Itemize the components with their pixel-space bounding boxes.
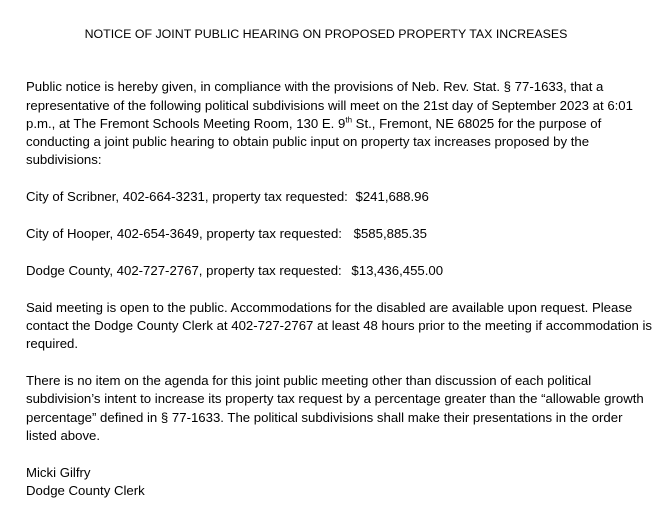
subdivision-amount: $241,688.96: [355, 189, 429, 205]
signature-name: Micki Gilfry: [26, 464, 91, 480]
intro-text-part1: Public notice is hereby given, in compliance with the provisions of Neb. Rev. Stat. § 77-1633, that a representative of the following political subdivisions will meet on the 21st day of September 2023 at 6:01 p.m., at The Fremont Schools Meeting Room, 130 E. 9: [26, 79, 633, 131]
notice-document: [26, 25, 656, 500]
intro-paragraph: [26, 78, 656, 169]
subdivision-label: Dodge County, 402-727-2767, property tax requested:: [26, 262, 342, 278]
subdivision-amount: $585,885.35: [353, 226, 427, 242]
intro-superscript: th: [345, 115, 353, 125]
subdivision-label: City of Hooper, 402-654-3649, property tax requested:: [26, 226, 342, 242]
subdivision-item-scribner: [26, 188, 656, 206]
signature-block: [26, 464, 656, 501]
notice-title: NOTICE OF JOINT PUBLIC HEARING ON PROPOSED PROPERTY TAX INCREASES: [84, 27, 568, 41]
signature-title: Dodge County Clerk: [26, 483, 145, 499]
subdivision-label: City of Scribner, 402-664-3231, property tax requested:: [26, 189, 348, 205]
meeting-paragraph: Said meeting is open to the public. Accommodations for the disabled are available upon request. Please contact the Dodge County Clerk at 402-727-2767 at least 48 hours prior to the meeting if accommodation is required.: [26, 299, 653, 352]
intro-text-part2: St., Fremont, NE 68025 for the purpose of conducting a joint public hearing to obtain public input on property tax increases proposed by the subdivisions:: [26, 115, 602, 168]
subdivision-item-hooper: [26, 225, 656, 243]
subdivision-item-dodge-county: [26, 262, 656, 280]
agenda-paragraph: There is no item on the agenda for this joint public meeting other than discussion of each political subdivision’s intent to increase its property tax request by a percentage greater than the “allowable growth percentage” defined in § 77-1633. The political subdivisions shall make their presentations in the order listed above.: [26, 373, 644, 443]
subdivision-amount: $13,436,455.00: [351, 262, 444, 278]
